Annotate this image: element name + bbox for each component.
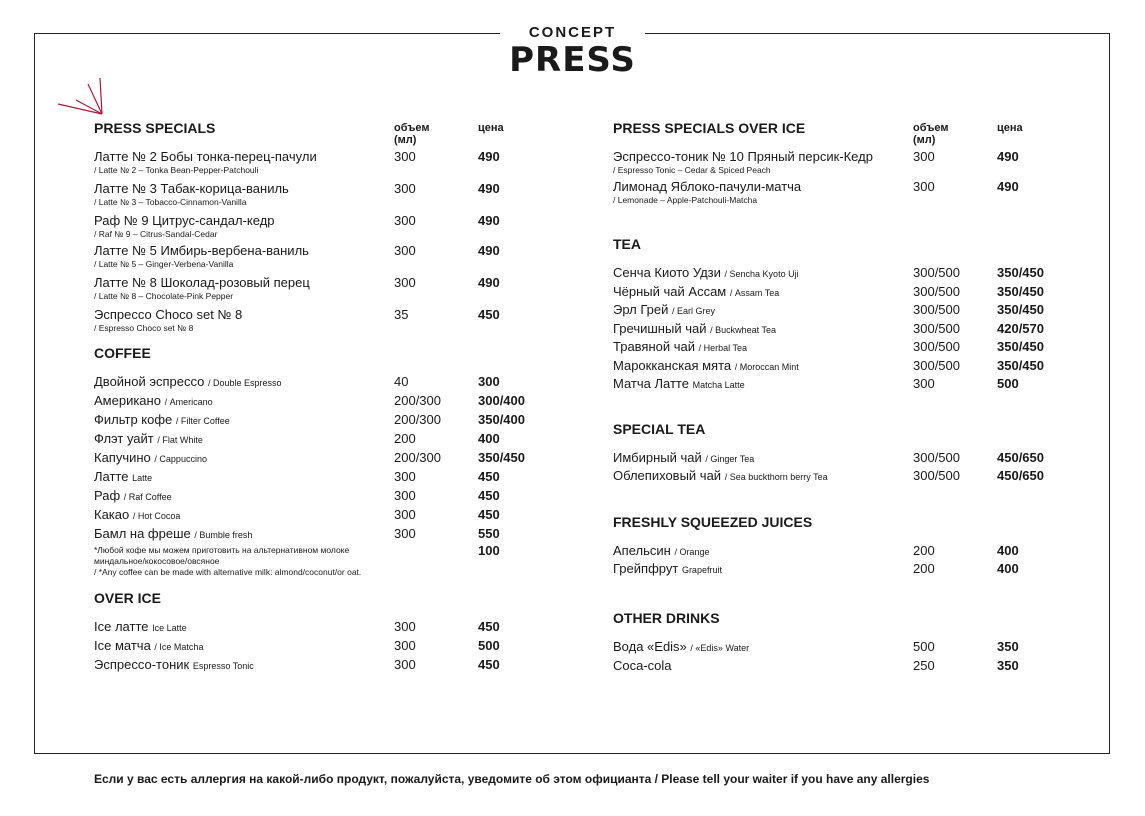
- section-title: PRESS SPECIALS: [94, 120, 216, 136]
- section-title: SPECIAL TEA: [613, 420, 706, 437]
- note-en: / *Any coffee can be made with alternative milk: almond/coconut/or oat.: [94, 567, 362, 577]
- volume-header: объем (мл): [913, 122, 949, 146]
- price-header: цена: [997, 122, 1023, 134]
- volume-header: объем (мл): [394, 122, 430, 146]
- menu-item: Coca-cola 250 350: [613, 657, 1019, 673]
- note-ru: *Любой кофе мы можем приготовить на альтернативном молоке миндальное/кокосовое/овсяное: [94, 545, 350, 566]
- section-header-press-specials: [94, 120, 504, 146]
- section-header-special-tea: [613, 421, 873, 441]
- menu-item: Ice матча / Ice Matcha 300 500: [94, 638, 500, 653]
- section-title: PRESS SPECIALS OVER ICE: [613, 120, 806, 136]
- menu-item: Фильтр кофе / Filter Coffee 200/300 350/400: [94, 412, 525, 427]
- section-header-press-specials-over-ice: [613, 120, 1023, 146]
- section-title: OVER ICE: [94, 590, 161, 606]
- price-header: цена: [478, 122, 504, 134]
- menu-item: Латте № 3 Табак-корица-ваниль / Latte № 3 – Tobacco-Cinnamon-Vanilla 300 490: [94, 181, 500, 207]
- menu-item: Капучино / Cappuccino 200/300 350/450: [94, 450, 525, 465]
- menu-item: Травяной чай / Herbal Tea 300/500 350/450: [613, 339, 1044, 354]
- menu-item: Сенча Киото Удзи / Sencha Kyoto Uji 300/500 350/450: [613, 265, 1044, 280]
- menu-item: Эспрессо Choco set № 8 / Espresso Choco set № 8 35 450: [94, 307, 500, 333]
- menu-item: Раф № 9 Цитрус-сандал-кедр / Raf № 9 – Citrus-Sandal-Cedar 300 490: [94, 213, 500, 239]
- right-column: [613, 120, 1044, 677]
- menu-item: Грейпфрут Grapefruit 200 400: [613, 561, 1019, 576]
- menu-item: Эспрессо-тоник Espresso Tonic 300 450: [94, 657, 500, 672]
- section-header-over-ice: [94, 590, 374, 610]
- menu-item: Латте № 8 Шоколад-розовый перец / Latte № 8 – Chocolate-Pink Pepper 300 490: [94, 275, 500, 301]
- menu-item: Лимонад Яблоко-пачули-матча / Lemonade – Apple-Patchouli-Matcha 300 490: [613, 179, 1019, 205]
- section-title: OTHER DRINKS: [613, 609, 720, 626]
- brand-press: PRESS: [509, 40, 636, 80]
- section-title: COFFEE: [94, 345, 151, 361]
- menu-item: Латте Latte 300 450: [94, 469, 500, 484]
- menu-item: Матча Латте Matcha Latte 300 500: [613, 376, 1019, 391]
- section-header-other-drinks: [613, 610, 873, 630]
- menu-item: Апельсин / Orange 200 400: [613, 542, 1019, 558]
- menu-item: Марокканская мята / Moroccan Mint 300/500 350/450: [613, 357, 1044, 373]
- alt-milk-note: [94, 543, 500, 578]
- allergy-footer: Если у вас есть аллергия на какой-либо продукт, пожалуйста, уведомите об этом официанта / Please tell your waiter if you have any allergies: [94, 772, 930, 786]
- menu-item: Латте № 2 Бобы тонка-перец-пачули / Latte № 2 – Tonka Bean-Pepper-Patchouli 300 490: [94, 149, 500, 175]
- section-title: TEA: [613, 236, 641, 252]
- menu-item: Вода «Edis» / «Edis» Water 500 350: [613, 638, 1019, 654]
- menu-item: Какао / Hot Cocoa 300 450: [94, 507, 500, 522]
- menu-item: Раф / Raf Coffee 300 450: [94, 488, 500, 503]
- menu-item: Облепиховый чай / Sea buckthorn berry Tea 300/500 450/650: [613, 468, 1044, 483]
- note-price: 100: [478, 543, 500, 558]
- menu-item: Эрл Грей / Earl Grey 300/500 350/450: [613, 302, 1044, 317]
- menu-item: Двойной эспрессо / Double Espresso 40 300: [94, 374, 500, 389]
- menu-item: Флэт уайт / Flat White 200 400: [94, 431, 500, 446]
- menu-item: Имбирный чай / Ginger Tea 300/500 450/650: [613, 449, 1044, 465]
- menu-item: Латте № 5 Имбирь-вербена-ваниль / Latte № 5 – Ginger-Verbena-Vanilla 300 490: [94, 243, 500, 269]
- section-header-juices: [613, 514, 873, 534]
- menu-item: Гречишный чай / Buckwheat Tea 300/500 420/570: [613, 320, 1044, 336]
- menu-item: Чёрный чай Ассам / Assam Tea 300/500 350/450: [613, 283, 1044, 299]
- section-header-coffee: [94, 345, 374, 365]
- menu-item: Американо / Americano 200/300 300/400: [94, 393, 525, 408]
- menu-item: Ice латте Ice Latte 300 450: [94, 619, 500, 634]
- menu-item: Бамл на фреше / Bumble fresh 300 550: [94, 526, 500, 541]
- decorative-rays-icon: [52, 74, 108, 120]
- left-column: [94, 120, 525, 676]
- brand-logo: [500, 24, 645, 78]
- section-header-tea: [613, 236, 873, 256]
- section-title: FRESHLY SQUEEZED JUICES: [613, 513, 813, 530]
- brand-concept: CONCEPT: [528, 24, 617, 41]
- menu-item: Эспрессо-тоник № 10 Пряный персик-Кедр / Espresso Tonic – Cedar & Spiced Peach 300 490: [613, 149, 1019, 175]
